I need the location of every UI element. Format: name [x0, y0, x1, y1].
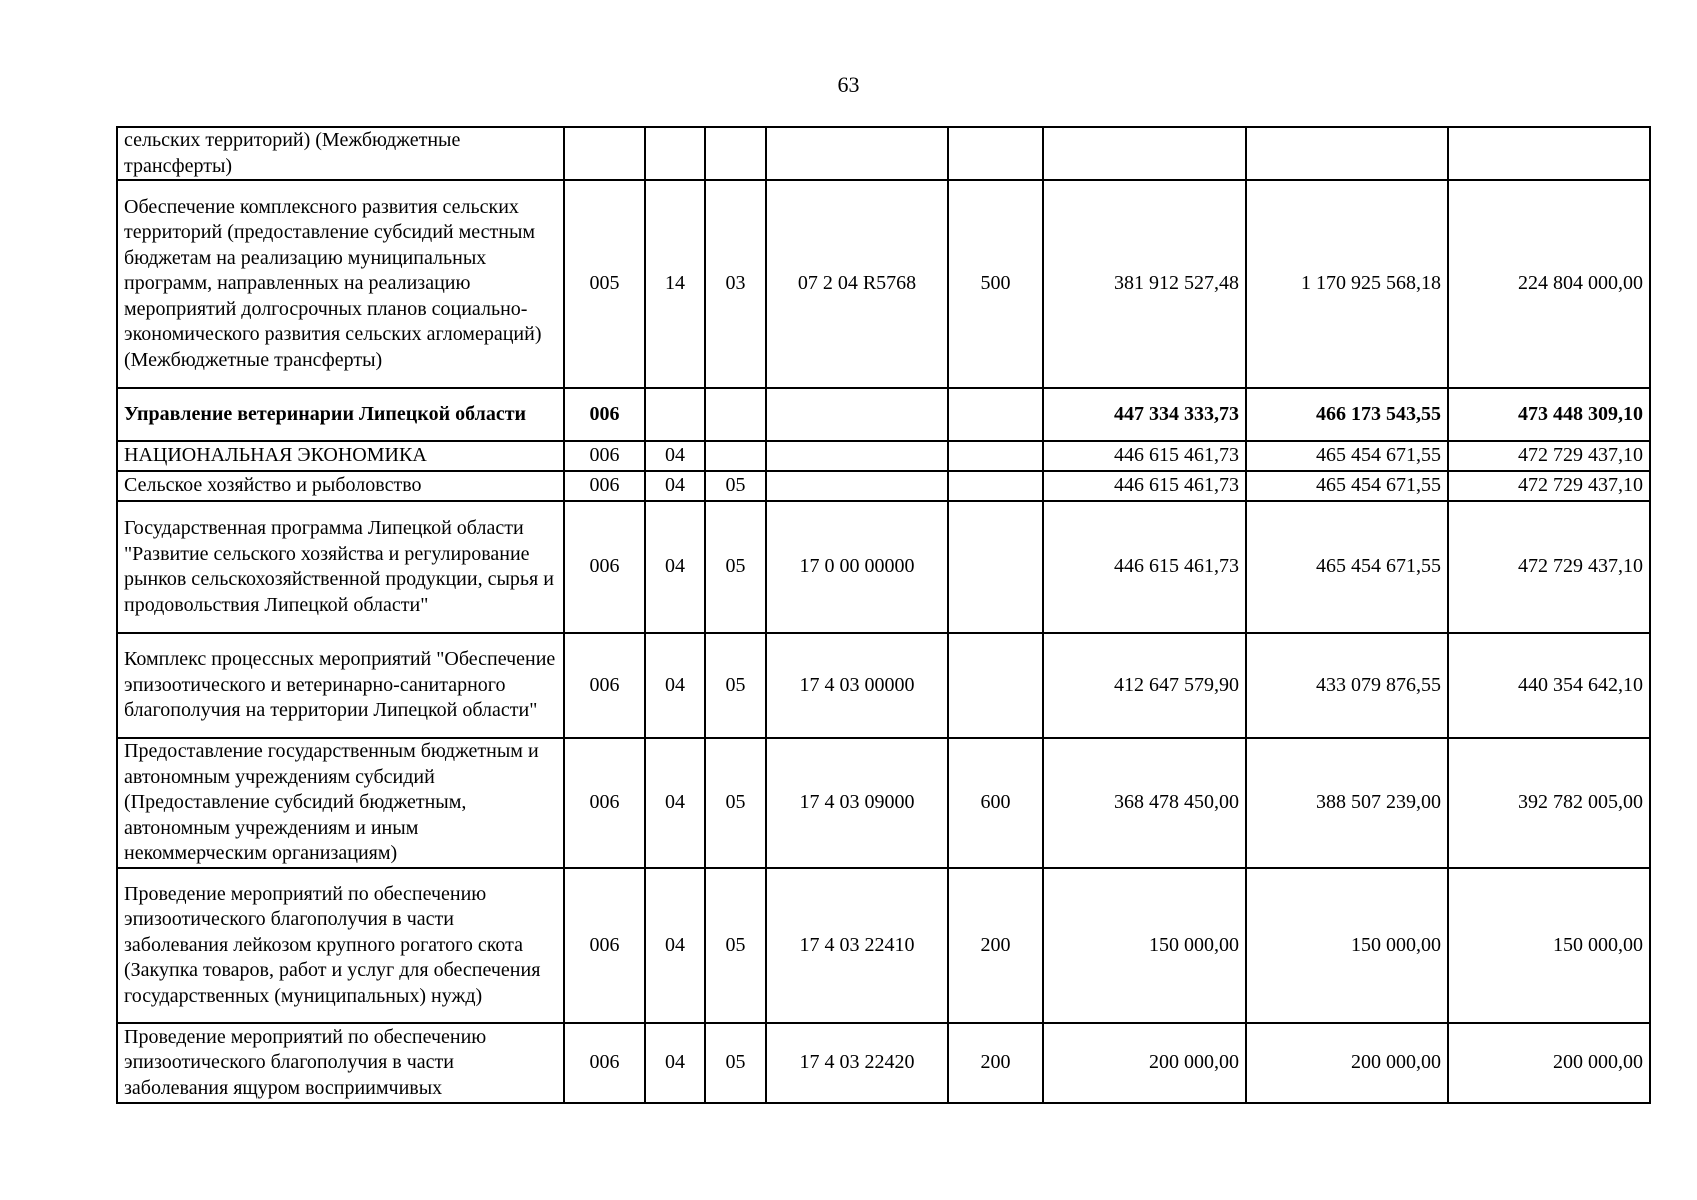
cell-section: 04: [645, 868, 705, 1023]
cell-expense-type: 200: [948, 868, 1043, 1023]
cell-amount-year-2: 465 454 671,55: [1246, 501, 1448, 633]
cell-section: 04: [645, 441, 705, 471]
cell-expense-type: [948, 127, 1043, 180]
cell-grbs: 006: [564, 388, 645, 441]
cell-subsection: 05: [705, 501, 766, 633]
cell-grbs: 006: [564, 633, 645, 738]
cell-section: 04: [645, 1023, 705, 1103]
cell-amount-year-3: [1448, 127, 1650, 180]
cell-grbs: 005: [564, 180, 645, 388]
cell-amount-year-2: 150 000,00: [1246, 868, 1448, 1023]
cell-amount-year-3: 224 804 000,00: [1448, 180, 1650, 388]
cell-name: Управление ветеринарии Липецкой области: [117, 388, 564, 441]
cell-target-article: 17 0 00 00000: [766, 501, 948, 633]
cell-expense-type: 500: [948, 180, 1043, 388]
cell-subsection: 05: [705, 1023, 766, 1103]
table-row: [117, 471, 1650, 501]
cell-target-article: 17 4 03 22410: [766, 868, 948, 1023]
cell-amount-year-3: 440 354 642,10: [1448, 633, 1650, 738]
cell-name: Сельское хозяйство и рыболовство: [117, 471, 564, 501]
table-row: [117, 127, 1650, 180]
cell-amount-year-3: 472 729 437,10: [1448, 501, 1650, 633]
cell-amount-year-1: 200 000,00: [1043, 1023, 1246, 1103]
cell-target-article: 17 4 03 22420: [766, 1023, 948, 1103]
cell-expense-type: 600: [948, 738, 1043, 868]
cell-name: Обеспечение комплексного развития сельских территорий (предоставление субсидий местным бюджетам на реализацию муниципальных программ, направленных на реализацию мероприятий долгосрочных планов социально-экономического развития сельских агломераций) (Межбюджетные трансферты): [117, 180, 564, 388]
cell-grbs: 006: [564, 471, 645, 501]
cell-subsection: [705, 127, 766, 180]
table-row: [117, 501, 1650, 633]
cell-name: Комплекс процессных мероприятий "Обеспечение эпизоотического и ветеринарно-санитарного благополучия на территории Липецкой области": [117, 633, 564, 738]
cell-amount-year-1: 368 478 450,00: [1043, 738, 1246, 868]
cell-grbs: [564, 127, 645, 180]
cell-target-article: 17 4 03 00000: [766, 633, 948, 738]
cell-grbs: 006: [564, 1023, 645, 1103]
cell-amount-year-3: 200 000,00: [1448, 1023, 1650, 1103]
cell-expense-type: [948, 441, 1043, 471]
cell-target-article: [766, 388, 948, 441]
cell-expense-type: [948, 633, 1043, 738]
cell-section: 14: [645, 180, 705, 388]
cell-section: 04: [645, 471, 705, 501]
cell-target-article: 07 2 04 R5768: [766, 180, 948, 388]
cell-target-article: 17 4 03 09000: [766, 738, 948, 868]
cell-amount-year-3: 473 448 309,10: [1448, 388, 1650, 441]
cell-amount-year-3: 150 000,00: [1448, 868, 1650, 1023]
cell-amount-year-3: 472 729 437,10: [1448, 441, 1650, 471]
cell-section: 04: [645, 633, 705, 738]
cell-grbs: 006: [564, 441, 645, 471]
cell-amount-year-2: [1246, 127, 1448, 180]
cell-expense-type: 200: [948, 1023, 1043, 1103]
cell-subsection: 05: [705, 868, 766, 1023]
cell-grbs: 006: [564, 868, 645, 1023]
cell-subsection: [705, 388, 766, 441]
cell-expense-type: [948, 388, 1043, 441]
cell-amount-year-1: 150 000,00: [1043, 868, 1246, 1023]
table-row: [117, 1023, 1650, 1103]
budget-table-body: [117, 127, 1650, 1103]
cell-amount-year-1: 446 615 461,73: [1043, 471, 1246, 501]
cell-section: 04: [645, 738, 705, 868]
budget-table: [116, 126, 1651, 1104]
cell-amount-year-1: 447 334 333,73: [1043, 388, 1246, 441]
cell-expense-type: [948, 471, 1043, 501]
cell-amount-year-1: 446 615 461,73: [1043, 441, 1246, 471]
cell-amount-year-1: 412 647 579,90: [1043, 633, 1246, 738]
cell-section: 04: [645, 501, 705, 633]
cell-name: Проведение мероприятий по обеспечению эпизоотического благополучия в части заболевания лейкозом крупного рогатого скота (Закупка товаров, работ и услуг для обеспечения государственных (муниципальных) нужд): [117, 868, 564, 1023]
cell-amount-year-2: 433 079 876,55: [1246, 633, 1448, 738]
cell-amount-year-3: 392 782 005,00: [1448, 738, 1650, 868]
cell-subsection: 03: [705, 180, 766, 388]
page-number: 63: [837, 72, 860, 97]
cell-subsection: [705, 441, 766, 471]
table-row: [117, 738, 1650, 868]
cell-amount-year-2: 465 454 671,55: [1246, 471, 1448, 501]
cell-expense-type: [948, 501, 1043, 633]
table-row: [117, 441, 1650, 471]
cell-amount-year-2: 1 170 925 568,18: [1246, 180, 1448, 388]
cell-name: сельских территорий) (Межбюджетные трансферты): [117, 127, 564, 180]
cell-amount-year-1: 381 912 527,48: [1043, 180, 1246, 388]
cell-amount-year-1: 446 615 461,73: [1043, 501, 1246, 633]
cell-section: [645, 127, 705, 180]
cell-amount-year-3: 472 729 437,10: [1448, 471, 1650, 501]
cell-subsection: 05: [705, 633, 766, 738]
cell-grbs: 006: [564, 738, 645, 868]
cell-target-article: [766, 127, 948, 180]
cell-amount-year-2: 465 454 671,55: [1246, 441, 1448, 471]
cell-target-article: [766, 441, 948, 471]
cell-amount-year-2: 466 173 543,55: [1246, 388, 1448, 441]
cell-section: [645, 388, 705, 441]
table-row: [117, 180, 1650, 388]
table-row: [117, 633, 1650, 738]
cell-name: Государственная программа Липецкой области "Развитие сельского хозяйства и регулирование рынков сельскохозяйственной продукции, сырья и продовольствия Липецкой области": [117, 501, 564, 633]
table-row: [117, 388, 1650, 441]
cell-subsection: 05: [705, 471, 766, 501]
cell-subsection: 05: [705, 738, 766, 868]
cell-grbs: 006: [564, 501, 645, 633]
cell-amount-year-2: 200 000,00: [1246, 1023, 1448, 1103]
table-row: [117, 868, 1650, 1023]
cell-target-article: [766, 471, 948, 501]
cell-name: Предоставление государственным бюджетным и автономным учреждениям субсидий (Предоставление субсидий бюджетным, автономным учреждениям и иным некоммерческим организациям): [117, 738, 564, 868]
cell-name: НАЦИОНАЛЬНАЯ ЭКОНОМИКА: [117, 441, 564, 471]
cell-amount-year-1: [1043, 127, 1246, 180]
cell-name: Проведение мероприятий по обеспечению эпизоотического благополучия в части заболевания ящуром восприимчивых: [117, 1023, 564, 1103]
cell-amount-year-2: 388 507 239,00: [1246, 738, 1448, 868]
